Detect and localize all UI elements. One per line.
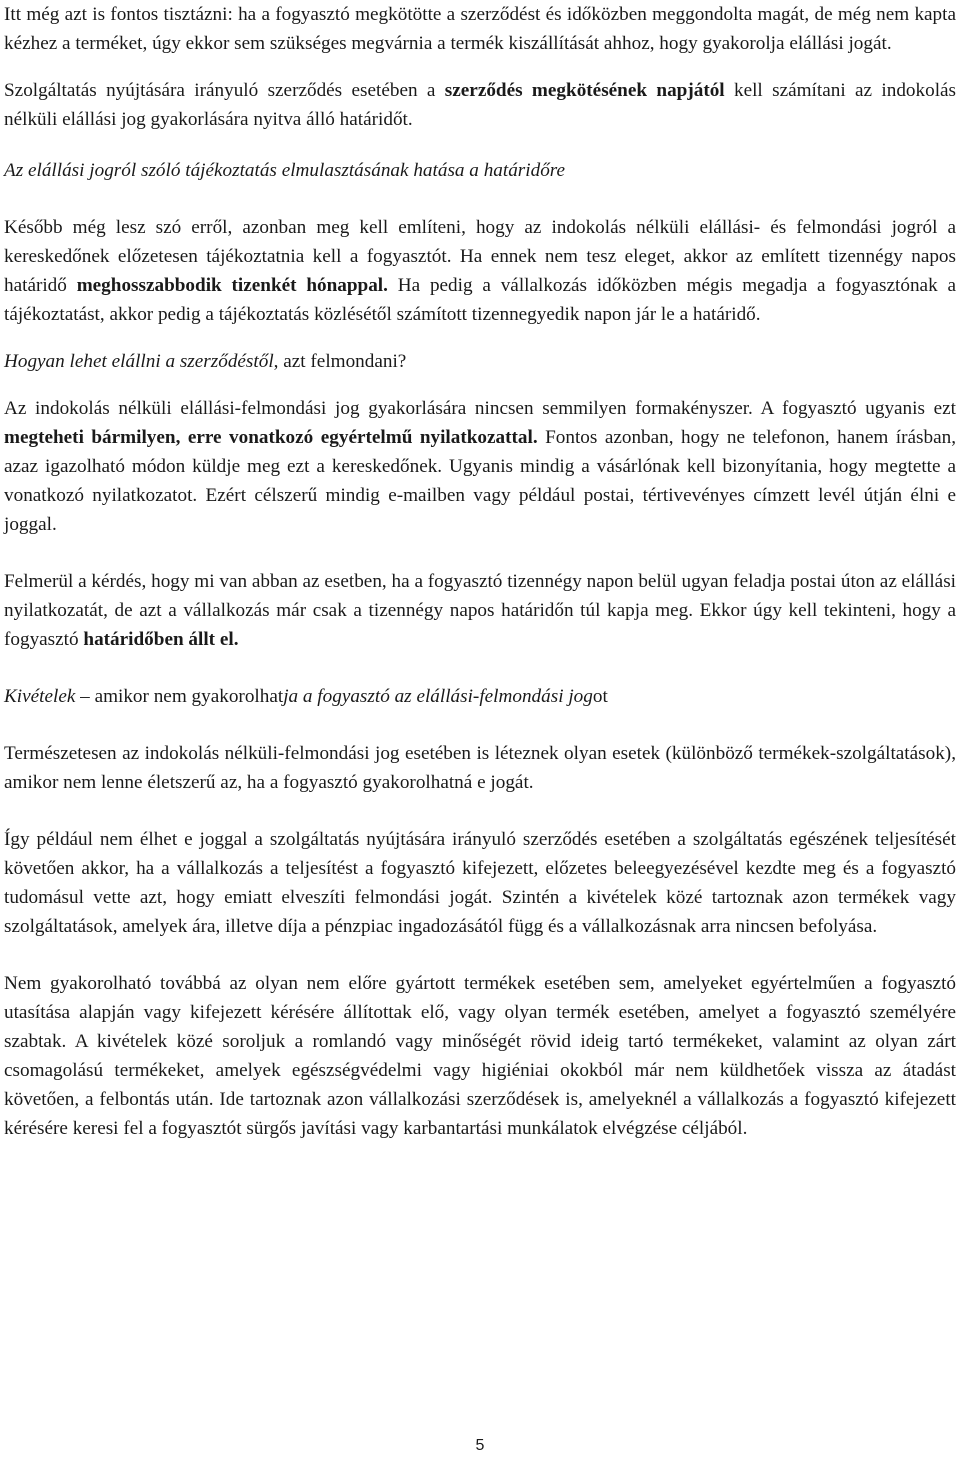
paragraph-8: Nem gyakorolható továbbá az olyan nem előre gyártott termékek esetében sem, amelyeket egyértelműen a fogyasztó utasítása alapján vagy kifejezett kérésére állítottak elő, vagy olyan termék esetében, amelyet a fogyasztó személyére szabtak. A kivételek közé soroljuk a romlandó vagy minőségét rövid ideig tartó termékeket, valamint az olyan zárt csomagolású termékeket, amelyek egészségvédelmi vagy higiéniai okokból már nem küldhetőek vissza az átadást követően, a felbontás után. Ide tartoznak azon vállalkozási szerződések is, amelyeknél a vállalkozás a fogyasztó kifejezett kérésére keresi fel a fogyasztót sürgős javítási vagy karbantartási munkálatok elvégzése céljából.	[4, 973, 956, 1139]
paragraph-1: Itt még azt is fontos tisztázni: ha a fogyasztó megkötötte a szerződést és időközben meggondolta magát, de még nem kapta kézhez a terméket, úgy ekkor sem szükséges megvárnia a termék kiszállítását ahhoz, hogy gyakorolja elállási jogát.	[4, 4, 956, 54]
section-heading-text: Az elállási jogról szóló tájékoztatás elmulasztásának hatása a határidőre	[4, 160, 566, 181]
paragraph-6: Természetesen az indokolás nélküli-felmondási jog esetében is léteznek olyan esetek (különböző termékek-szolgáltatások), amikor nem lenne életszerű az, ha a fogyasztó gyakorolhatná e jogát.	[4, 743, 956, 793]
paragraph-4-bold: megteheti bármilyen, erre vonatkozó egyértelmű nyilatkozattal.	[4, 427, 538, 448]
paragraph-4-text: Az indokolás nélküli elállási-felmondási jog gyakorlására nincsen semmilyen formakényszer. A fogyasztó ugyanis ezt	[4, 398, 956, 419]
section-heading-exceptions-title: Kivételek	[4, 686, 76, 707]
paragraph-2-text: Szolgáltatás nyújtására irányuló szerződés esetében a	[4, 80, 445, 101]
paragraph-3-text-end: Ha pedig a vállalkozás időközben mégis megadja a fogyasztónak a tájékoztatást, akkor pedig a tájékoztatás közlésétől számított tizennegyedik napon jár le a határidő.	[4, 275, 956, 325]
paragraph-7: Így például nem élhet e joggal a szolgáltatás nyújtására irányuló szerződés esetében a szolgáltatás egészének teljesítését követően akkor, ha a vállalkozás a teljesítést a fogyasztó kifejezett, előzetes beleegyezésével kezdte meg és a fogyasztó tudomásul vette azt, hogy emiatt elveszíti felmondási jogát. Szintén a kivételek közé tartoznak azon termékek vagy szolgáltatások, amelyek ára, illetve díja a pénzpiac ingadozásától függ és a vállalkozásnak arra nincsen befolyása.	[4, 829, 956, 937]
paragraph-5-period: .	[233, 629, 239, 650]
section-heading-rest: , azt felmondani?	[273, 351, 407, 372]
paragraph-5-text: Felmerül a kérdés, hogy mi van abban az esetben, ha a fogyasztó tizennégy napon belül ugyan feladja postai úton az elállási nyilatkozatát, de azt a vállalkozás már csak a tizennégy napos határidőn túl kapja meg. Ekkor úgy kell tekinteni, hogy a fogyasztó	[4, 571, 956, 650]
section-heading-notice-omission	[4, 156, 956, 185]
section-heading-exceptions-end: ot	[592, 686, 608, 707]
section-heading-exceptions-italic: ja a fogyasztó az elállási-felmondási jog	[283, 686, 593, 707]
section-heading-exceptions-dash: – amikor nem gyakorolhat	[75, 686, 284, 707]
paragraph-4-text-end: Fontos azonban, hogy ne telefonon, hanem írásban, azaz igazolható módon küldje meg ezt a kereskedőnek. Ugyanis mindig a vásárlónak kell bizonyítania, hogy megtette a vonatkozó nyilatkozatot. Ezért célszerű mindig e-mailben vagy például postai, tértivevényes címzett levél útján élni e joggal.	[4, 427, 956, 535]
paragraph-5	[4, 567, 956, 654]
paragraph-2	[4, 76, 956, 134]
paragraph-3-text: Később még lesz szó erről, azonban meg kell említeni, hogy az indokolás nélküli elállási- és felmondási jogról a kereskedőnek előzetesen tájékoztatnia kell a fogyasztót. Ha ennek nem tesz eleget, akkor az említett tizennégy napos határidő	[4, 217, 956, 296]
page-number: 5	[475, 1437, 485, 1454]
paragraph-3	[4, 213, 956, 329]
section-heading-exceptions	[4, 682, 956, 711]
paragraph-2-text-end: kell számítani az indokolás nélküli elállási jog gyakorlására nyitva álló határidőt.	[4, 80, 957, 130]
paragraph-4	[4, 394, 956, 539]
document-page	[4, 0, 956, 1143]
section-heading-italic: Hogyan lehet elállni a szerződéstől	[4, 351, 274, 372]
paragraph-5-bold: határidőben állt el	[83, 629, 234, 650]
paragraph-3-bold: meghosszabbodik tizenkét hónappal.	[76, 275, 388, 296]
section-heading-how-to-withdraw	[4, 347, 956, 376]
paragraph-2-bold: szerződés megkötésének napjától	[444, 80, 725, 101]
